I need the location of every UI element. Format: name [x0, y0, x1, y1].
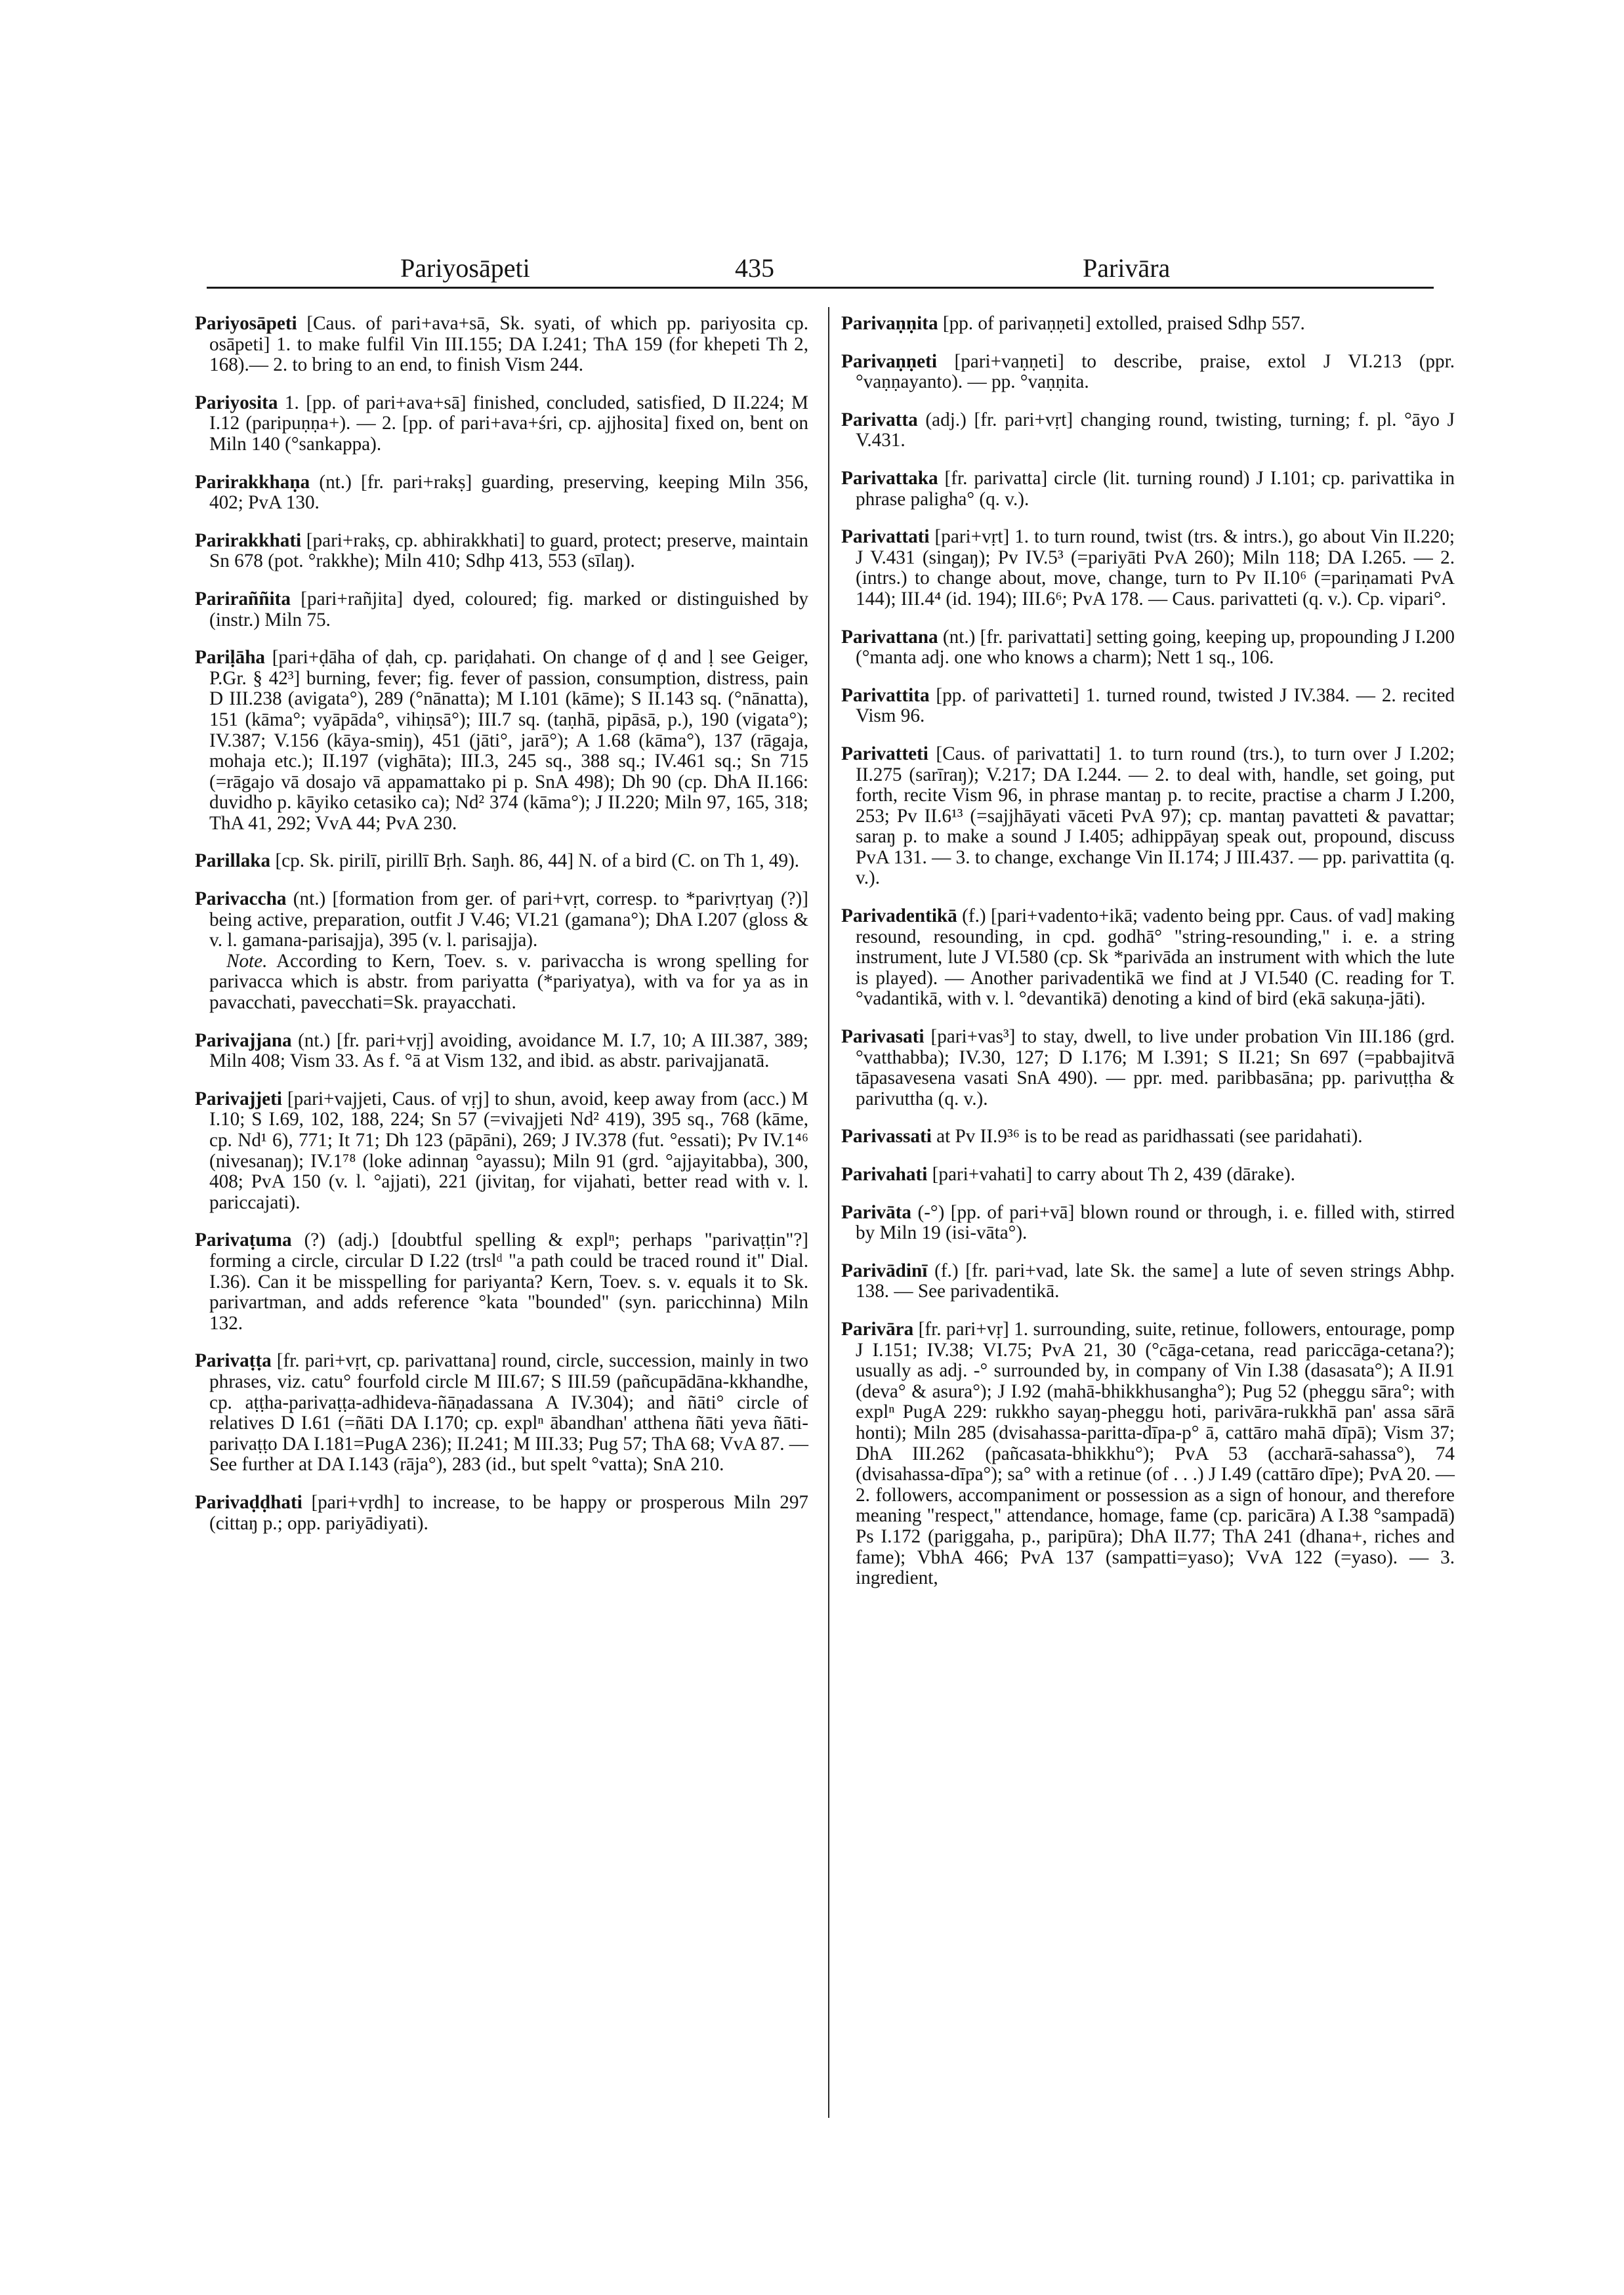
entry-headword: Note.: [226, 950, 268, 972]
dictionary-entry: [195, 472, 808, 514]
dictionary-entry: [195, 314, 808, 376]
dictionary-entry: [195, 393, 808, 455]
dictionary-entry: [841, 1203, 1455, 1244]
dictionary-entry: [841, 1027, 1455, 1109]
entry-headword: Parivaṇṇita: [841, 313, 938, 334]
entry-headword: Parivattita: [841, 684, 930, 706]
entry-text: at Pv II.9³⁶ is to be read as paridhassati (see paridahati).: [936, 1126, 1363, 1148]
entry-headword: Pariraññita: [195, 588, 291, 610]
entry-headword: Parivaḍḍhati: [195, 1491, 302, 1513]
entry-headword: Parivādinī: [841, 1260, 928, 1281]
dictionary-entry: [841, 1319, 1455, 1589]
entry-text: [pari+vaṇṇeti] to describe, praise, extol J VI.213 (ppr. °vaṇṇayanto). — pp. °vaṇṇita.: [856, 350, 1455, 393]
entry-headword: Parivajjeti: [195, 1088, 282, 1109]
dictionary-entry: [841, 1261, 1455, 1302]
dictionary-entry: [195, 1351, 808, 1476]
dictionary-entry: [195, 1493, 808, 1534]
entry-text: (nt.) [fr. pari+vṛj] avoiding, avoidance M. I.7, 10; A III.387, 389; Miln 408; Vism 33. As f. °ā at Vism 132, and ibid. as abstr. parivajjanatā.: [209, 1029, 809, 1072]
dictionary-entry: [841, 314, 1455, 335]
entry-text: [pari+vṛdh] to increase, to be happy or prosperous Miln 297 (cittaŋ p.; opp. pariyādiyati).: [209, 1491, 809, 1534]
entry-headword: Parivaccha: [195, 888, 287, 910]
entry-text: [pari+vahati] to carry about Th 2, 439 (dārake).: [932, 1164, 1295, 1185]
header-rule: [207, 287, 1434, 289]
entry-text: (adj.) [fr. pari+vṛt] changing round, twisting, turning; f. pl. °āyo J V.431.: [856, 409, 1455, 451]
entry-headword: Parivaṭuma: [195, 1230, 292, 1251]
dictionary-entry: [841, 1165, 1455, 1186]
page-number: 435: [735, 253, 774, 283]
entry-text: [fr. pari+vṛt, cp. parivattana] round, circle, succession, mainly in two phrases, viz. catu° fourfold circle M III.67; S III.59 (pañcupādāna-kkhandhe, cp. aṭṭha-parivaṭṭa-adhideva-ñāṇadassana A IV.304); and ñāti° circle of relatives D I.61 (=ñāti DA I.170; cp. explⁿ ābandhan' atthena ñāti yeva ñāti-parivaṭṭo DA I.181=PugA 236); II.241; M III.33; Pug 57; ThA 68; VvA 87. — See further at DA I.143 (rāja°), 283 (id., but spelt °vatta); SnA 210.: [209, 1350, 808, 1476]
dictionary-entry: [841, 744, 1455, 889]
entry-text: (?) (adj.) [doubtful spelling & explⁿ; perhaps "parivaṭṭin"?] forming a circle, circular D I.22 (trslᵈ "a path could be traced round it" Dial. I.36). Can it be misspelling for pariyanta? Kern, Toev. s. v. equals it to Sk. parivartman, and adds reference °kata "bounded" (syn. paricchinna) Miln 132.: [209, 1230, 808, 1334]
entry-text: (f.) [pari+vadento+ikā; vadento being ppr. Caus. of vad] making resound, resounding, in cpd. godhā° "string-resounding," i. e. a string instrument, lute J VI.580 (cp. Sk *parivāda an instrument with which the lute is played). — Another parivadentikā we find at J VI.540 (C. reading for T. °vadantikā, with v. l. °devantikā) denoting a kind of bird (ekā sakuṇa-jāti).: [856, 905, 1455, 1010]
dictionary-entry: [841, 686, 1455, 727]
entry-text: [pp. of parivaṇṇeti] extolled, praised Sdhp 557.: [942, 313, 1305, 334]
entry-text: 1. [pp. of pari+ava+sā] finished, concluded, satisfied, D II.224; M I.12 (paripuṇṇa+). — 2. [pp. of pari+ava+śri, cp. ajjhosita] fixed on, bent on Miln 140 (°sankappa).: [209, 392, 808, 455]
dictionary-entry: [841, 468, 1455, 510]
entry-text: (f.) [fr. pari+vad, late Sk. the same] a lute of seven strings Abhp. 138. — See parivadentikā.: [856, 1260, 1455, 1302]
entry-text: [pari+vajjeti, Caus. of vṛj] to shun, avoid, keep away from (acc.) M I.10; S I.69, 102, 188, 224; Sn 57 (=vivajjeti Nd² 419), 395 sq., 768 (kāme, cp. Nd¹ 6), 771; It 71; Dh 123 (pāpāni), 269; J IV.378 (fut. °essati); Pv IV.1⁴⁶ (nivesanaŋ); IV.1⁷⁸ (loke adinnaŋ °ayassu); Miln 91 (grd. °ajjayitabba), 300, 408; PvA 150 (v. l. °ajjati), 221 (jivitaŋ, for vijahati, better read with v. l. pariccajati).: [209, 1088, 808, 1213]
left-column: [195, 314, 808, 1551]
entry-headword: Parivaṇṇeti: [841, 350, 937, 372]
entry-text: (nt.) [formation from ger. of pari+vṛt, corresp. to *parivṛtyaŋ (?)] being active, preparation, outfit J V.46; VI.21 (gamana°); DhA I.207 (gloss & v. l. gamana-parisajja), 395 (v. l. parisajja).: [209, 888, 808, 951]
entry-text: (nt.) [fr. parivattati] setting going, keeping up, propounding J I.200 (°manta adj. one who knows a charm); Nett 1 sq., 106.: [856, 626, 1455, 669]
entry-text: (nt.) [fr. pari+rakṣ] guarding, preserving, keeping Miln 356, 402; PvA 130.: [209, 471, 808, 514]
dictionary-entry: [195, 1031, 808, 1072]
entry-headword: Parivatteti: [841, 743, 928, 764]
entry-note: [195, 951, 808, 1014]
entry-text: According to Kern, Toev. s. v. parivaccha is wrong spelling for parivacca which is abstr. from pariyatta (*pariyatya), with va for ya as in pavacchati, pavecchati=Sk. prayacchati.: [209, 950, 808, 1014]
dictionary-entry: [841, 410, 1455, 451]
entry-headword: Pariyosita: [195, 392, 278, 413]
entry-headword: Parirakkhati: [195, 529, 302, 551]
dictionary-entry: [195, 589, 808, 631]
dictionary-entry: [195, 889, 808, 951]
entry-text: [Caus. of parivattati] 1. to turn round (trs.), to turn over J I.202; II.275 (sarīraŋ); V.217; DA I.244. — 2. to deal with, handle, set going, put forth, recite Vism 96, in phrase mantaŋ p. to recite, practise a charm J I.200, 253; Pv II.6¹³ (=sajjhāyati vāceti PvA 97); cp. mantaŋ pavatteti & pavattar; saraŋ p. to make a sound J I.405; adhippāyaŋ speak out, propound, discuss PvA 131. — 3. to change, exchange Vin II.174; J III.437. — pp. parivattita (q. v.).: [856, 743, 1455, 889]
running-head-right: Parivāra: [1083, 253, 1171, 283]
dictionary-entry: [195, 531, 808, 572]
entry-text: [pp. of parivatteti] 1. turned round, twisted J IV.384. — 2. recited Vism 96.: [856, 684, 1455, 727]
right-column: [841, 314, 1455, 1606]
dictionary-entry: [841, 527, 1455, 610]
entry-text: [Caus. of pari+ava+sā, Sk. syati, of which pp. pariyosita cp. osāpeti] 1. to make fulfil Vin III.155; DA I.241; ThA 159 (for khepeti Th 2, 168).— 2. to bring to an end, to finish Vism 244.: [209, 313, 809, 376]
entry-headword: Parivaṭṭa: [195, 1350, 272, 1372]
entry-headword: Pariḷāha: [195, 647, 266, 669]
entry-headword: Parivasati: [841, 1026, 925, 1048]
entry-text: [cp. Sk. pirilī, pirillī Bṛh. Saŋh. 86, 44] N. of a bird (C. on Th 1, 49).: [275, 850, 800, 872]
entry-text: [pari+vas³] to stay, dwell, to live under probation Vin III.186 (grd. °vatthabba); IV.30, 127; D I.176; M I.391; S II.21; Sn 697 (=pabbajitvā tāpasavesena vasati SnA 490). — ppr. med. paribbasāna; pp. parivuṭṭha & parivuttha (q. v.).: [856, 1026, 1455, 1109]
entry-headword: Parivahati: [841, 1164, 928, 1185]
entry-headword: Parirakkhaṇa: [195, 471, 310, 493]
entry-headword: Parivāta: [841, 1201, 911, 1223]
dictionary-entry: [841, 1127, 1455, 1148]
running-head-left: Pariyosāpeti: [400, 253, 530, 283]
entry-headword: Parivadentikā: [841, 905, 957, 927]
column-divider: [828, 307, 829, 2118]
entry-text: [fr. parivatta] circle (lit. turning round) J I.101; cp. parivattika in phrase paligha° (q. v.).: [856, 467, 1455, 510]
entry-text: [pari+rakṣ, cp. abhirakkhati] to guard, protect; preserve, maintain Sn 678 (pot. °rakkhe); Miln 410; Sdhp 413, 553 (sīlaŋ).: [209, 529, 809, 572]
entry-headword: Parivattaka: [841, 467, 938, 489]
entry-headword: Parivattana: [841, 626, 938, 648]
entry-text: [pari+rañjita] dyed, coloured; fig. marked or distinguished by (instr.) Miln 75.: [209, 588, 809, 631]
entry-headword: Pariyosāpeti: [195, 313, 297, 334]
entry-headword: Parivassati: [841, 1126, 932, 1148]
dictionary-entry: [195, 648, 808, 834]
entry-headword: Parivajjana: [195, 1029, 292, 1051]
entry-text: [fr. pari+vṛ] 1. surrounding, suite, retinue, followers, entourage, pomp J I.151; IV.38; VI.75; PvA 21, 30 (°cāga-cetana, read pariccāga-cetana?); usually as adj. -° surrounded by, in company of Vin I.38 (dasasata°); A II.91 (deva° & asura°); J I.92 (mahā-bhikkhusangha°); Pug 52 (pheggu sāra°; with explⁿ PugA 229: rukkho sayaŋ-pheggu hoti, parivāra-rukkhā pan' assa sārā honti); Miln 285 (dvisahassa-paritta-dīpa-p° ā, cattāro mahā dīpā); Vism 37; DhA III.262 (pañcasata-bhikkhu°); PvA 53 (accharā-sahassa°), 74 (dvisahassa-dīpa°); sa° with a retinue (of . . .) J I.49 (cattāro dīpe); PvA 20. — 2. followers, accompaniment or possession as a sign of honour, and therefore meaning "respect," attendance, homage, fame (cp. paricāra) A I.38 °sampadā) Ps I.172 (pariggaha, p., paripūra); DhA II.77; ThA 241 (dhana+, riches and fame); VbhA 466; PvA 137 (sampatti=yaso); VvA 122 (=yaso). — 3. ingredient,: [856, 1318, 1455, 1589]
entry-headword: Parillaka: [195, 850, 271, 872]
entry-text: (-°) [pp. of pari+vā] blown round or through, i. e. filled with, stirred by Miln 19 (isi-vāta°).: [856, 1201, 1455, 1244]
entry-headword: Parivāra: [841, 1318, 914, 1340]
entry-text: [pari+vṛt] 1. to turn round, twist (trs. & intrs.), go about Vin II.220; J V.431 (singaŋ); Pv IV.5³ (=pariyāti PvA 260); Miln 118; DA I.265. — 2. (intrs.) to change about, move, change, turn to Pv II.10⁶ (=pariṇamati PvA 144); III.4⁴ (id. 194); III.6⁶; PvA 178. — Caus. parivatteti (q. v.). Cp. vipari°.: [856, 526, 1455, 610]
dictionary-entry: [195, 1230, 808, 1334]
dictionary-entry: [841, 352, 1455, 393]
dictionary-entry: [841, 627, 1455, 669]
dictionary-entry: [841, 906, 1455, 1010]
dictionary-entry: [195, 851, 808, 872]
entry-headword: Parivattati: [841, 526, 930, 548]
entry-text: [pari+ḍāha of ḍah, cp. pariḍahati. On change of ḍ and ḷ see Geiger, P.Gr. § 42³] burning, fever; fig. fever of passion, consumption, distress, pain D III.238 (avigata°), 289 (°nānatta); M I.101 (kāme); S II.143 sq. (°nānatta), 151 (kāma°; vyāpāda°, vihiṇsā°); III.7 sq. (taṇhā, pipāsā, p.), 190 (vigata°); IV.387; V.156 (kāya-smiŋ), 451 (jāti°, jarā°); A 1.68 (kāma°), 137 (rāgaja, mohaja etc.); II.197 (vighāta); III.3, 245 sq., 388 sq.; IV.461 sq.; Sn 715 (=rāgajo vā dosajo vā appamattako pi p. SnA 498); Dh 90 (cp. DhA II.166: duvidho p. kāyiko cetasiko ca); Nd² 374 (kāma°); J II.220; Miln 97, 165, 318; ThA 41, 292; VvA 44; PvA 230.: [209, 647, 809, 834]
dictionary-entry: [195, 1089, 808, 1214]
entry-headword: Parivatta: [841, 409, 918, 430]
